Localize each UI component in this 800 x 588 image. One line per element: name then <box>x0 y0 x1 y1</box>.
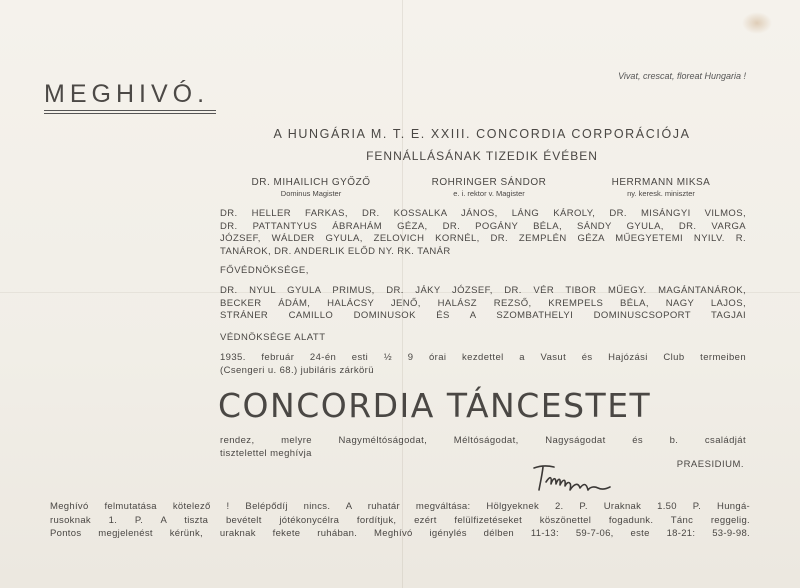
invitation-text <box>220 435 746 460</box>
signoff: PRAESIDIUM. <box>676 459 744 470</box>
invite-line: tisztelettel meghívja <box>220 447 312 459</box>
official-name: DR. MIHAILICH GYŐZŐ <box>251 177 371 188</box>
official-name: ROHRINGER SÁNDOR <box>431 177 547 188</box>
official-title: ny. keresk. miniszter <box>627 189 695 198</box>
protectors-line: BECKER ÁDÁM, HALÁCSY JENŐ, HALÁSZ REZSŐ, KREMPELS BÉLA, NAGY LAJOS, <box>220 297 746 309</box>
title-underline-top <box>44 110 216 111</box>
event-title: CONCORDIA TÁNCESTET <box>218 386 652 425</box>
heading-line-1: A HUNGÁRIA M. T. E. XXIII. CONCORDIA CORPORÁCIÓJA <box>273 127 691 141</box>
footer-line: Meghívó felmutatása kötelező ! Belépődíj nincs. A ruhatár megváltása: Hölgyeknek 2. P. Uraknak 1.50 P. Hungá- <box>50 501 750 512</box>
heading-line-2: FENNÁLLÁSÁNAK TIZEDIK ÉVÉBEN <box>366 149 598 163</box>
invite-line: rendez, melyre Nagyméltóságodat, Méltóságodat, Nagyságodat és b. családját <box>220 435 746 446</box>
motto: Vivat, crescat, floreat Hungaria ! <box>618 71 746 81</box>
document-title: MEGHIVÓ. <box>44 80 210 108</box>
official-3 <box>576 177 746 198</box>
event-details <box>220 352 746 377</box>
patrons-paragraph <box>220 208 746 258</box>
official-1 <box>226 177 396 198</box>
patrons-line: JÓZSEF, WÁLDER GYULA, ZELOVICH KORNÉL, DR. ZEMPLÉN GÉZA MŰEGYETEMI NYILV. R. <box>220 233 746 245</box>
handwritten-signature <box>528 460 618 500</box>
title-underline-bottom <box>44 113 216 114</box>
protectorate-label: VÉDNÖKSÉGE ALATT <box>220 332 326 343</box>
patrons-line: DR. HELLER FARKAS, DR. KOSSALKA JÁNOS, LÁNG KÁROLY, DR. MISÁNGYI VILMOS, <box>220 208 746 219</box>
patrons-line: TANÁROK, DR. ANDERLIK ELŐD NY. RK. TANÁR <box>220 245 451 257</box>
official-title: e. i. rektor v. Magister <box>453 189 525 198</box>
footer-notes <box>50 500 750 541</box>
patrons-line: DR. PATTANTYUS ÁBRAHÁM GÉZA, DR. POGÁNY BÉLA, SÁNDY GYULA, DR. VARGA <box>220 220 746 232</box>
official-name: HERRMANN MIKSA <box>611 177 711 188</box>
footer-line: rusoknak 1. P. A tiszta bevételt jótékonycélra fordítjuk, ezért felülfizetéseket köszönettel fogadunk. Tánc reggelig. <box>50 514 750 526</box>
event-line: 1935. február 24-én esti ½ 9 órai kezdettel a Vasut és Hajózási Club termeiben <box>220 352 746 363</box>
event-line: (Csengeri u. 68.) jubiláris zárkörü <box>220 364 374 376</box>
patronage-label: FŐVÉDNÖKSÉGE, <box>220 265 309 276</box>
official-title: Dominus Magister <box>280 189 342 198</box>
paper-stain <box>742 12 772 34</box>
footer-line: Pontos megjelenést kérünk, uraknak fekete ruhában. Meghívó igénylés délben 11-13: 59-7-06, este 18-21: 53-9-98. <box>50 528 750 540</box>
protectors-paragraph <box>220 285 746 323</box>
protectors-line: STRÁNER CAMILLO DOMINUSOK ÉS A SZOMBATHELYI DOMINUSCSOPORT TAGJAI <box>220 310 746 322</box>
official-2 <box>404 177 574 198</box>
protectors-line: DR. NYUL GYULA PRIMUS, DR. JÁKY JÓZSEF, DR. VÉR TIBOR MŰEGY. MAGÁNTANÁROK, <box>220 285 746 296</box>
